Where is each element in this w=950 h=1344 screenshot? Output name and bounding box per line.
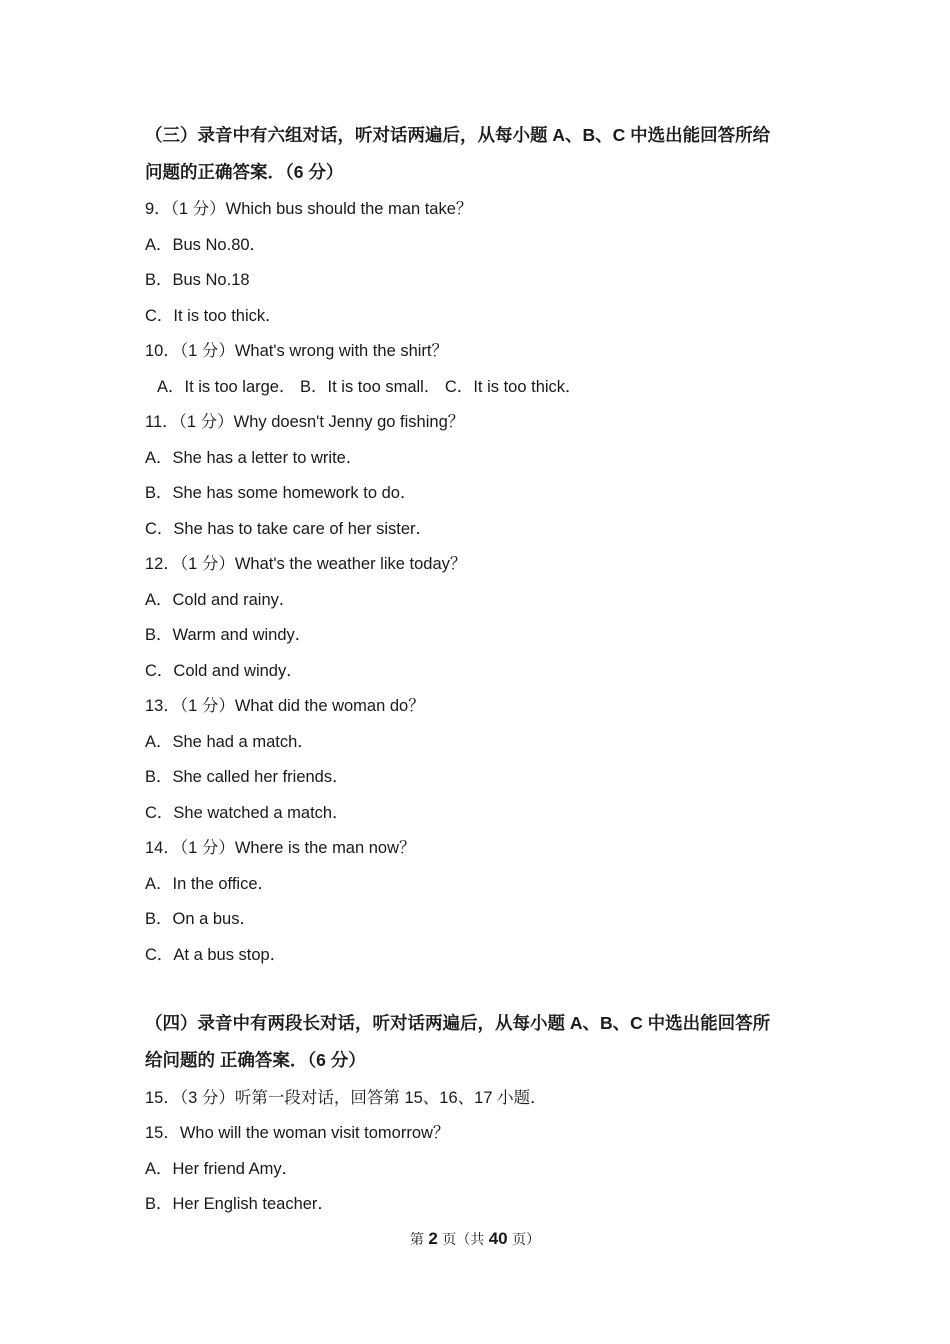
question-12: 12．（1 分）What's the weather like today？ [145,555,467,573]
section-4-heading-line-1: （四）录音中有两段长对话，听对话两遍后，从每小题 A、B、C 中选出能回答所 [145,1013,771,1033]
section-4-heading [145,1005,810,1079]
question-11-option-b: B．She has some homework to do． [145,484,417,502]
question-14-option-c: C．At a bus stop． [145,946,287,964]
footer-prefix: 第 [409,1232,424,1248]
footer-suffix: 页） [512,1232,541,1248]
footer-middle: 页（共 [442,1232,485,1248]
question-9-option-c: C．It is too thick． [145,307,282,325]
question-14-option-b: B．On a bus． [145,910,256,928]
section-4-heading-line-2: 给问题的 正确答案．（6 分） [145,1050,366,1070]
footer-total-pages: 40 [488,1229,508,1248]
question-10-options: A．It is too large． B．It is too small． C．It is too thick． [157,378,582,396]
question-12-option-c: C．Cold and windy． [145,662,303,680]
question-12-option-a: A．Cold and rainy． [145,591,296,609]
question-15-option-a: A．Her friend Amy． [145,1160,299,1178]
page-footer [0,1228,950,1251]
question-12-option-b: B．Warm and windy． [145,626,312,644]
question-13-option-b: B．She called her friends． [145,768,349,786]
section-3-heading-line-2: 问题的正确答案．（6 分） [145,162,344,182]
question-9-option-b: B．Bus No.18 [145,271,250,289]
question-13-option-c: C．She watched a match． [145,804,349,822]
section-3-heading [145,117,810,191]
question-10: 10．（1 分）What's wrong with the shirt？ [145,342,449,360]
question-11-option-c: C．She has to take care of her sister． [145,520,433,538]
question-15-intro: 15．（3 分）听第一段对话，回答第 15、16、17 小题． [145,1089,547,1107]
question-15-option-b: B．Her English teacher． [145,1195,334,1213]
question-9-option-a: A．Bus No.80． [145,236,267,254]
question-14: 14．（1 分）Where is the man now？ [145,839,416,857]
question-13: 13．（1 分）What did the woman do？ [145,697,425,715]
question-15: 15．Who will the woman visit tomorrow？ [145,1124,450,1142]
question-11: 11．（1 分）Why doesn't Jenny go fishing？ [145,413,465,431]
question-14-option-a: A．In the office． [145,875,275,893]
question-9: 9．（1 分）Which bus should the man take？ [145,200,473,218]
section-3-heading-line-1: （三）录音中有六组对话，听对话两遍后，从每小题 A、B、C 中选出能回答所给 [145,125,771,145]
footer-page-number: 2 [428,1229,438,1248]
question-13-option-a: A．She had a match． [145,733,314,751]
question-11-option-a: A．She has a letter to write． [145,449,363,467]
